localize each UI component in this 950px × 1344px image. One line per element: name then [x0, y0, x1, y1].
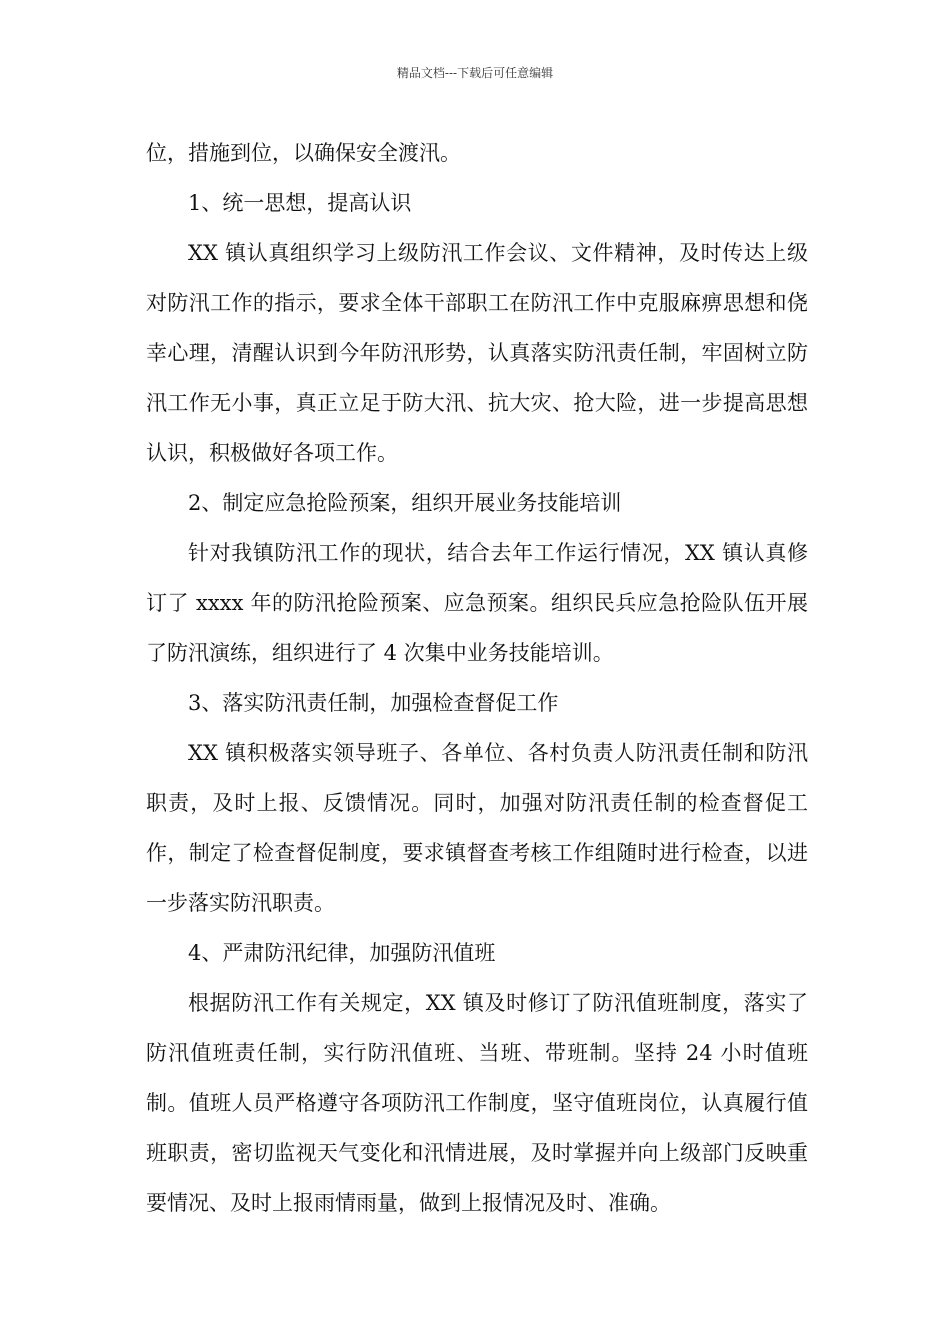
paragraph-2: 针对我镇防汛工作的现状，结合去年工作运行情况，XX 镇认真修订了 xxxx 年的防汛抢险预案、应急预案。组织民兵应急抢险队伍开展了防汛演练，组织进行了 4 次集中业务技能培训。 [146, 541, 808, 665]
page-header: 精品文档---下载后可任意编辑 [396, 66, 554, 80]
paragraph-1: XX 镇认真组织学习上级防汛工作会议、文件精神，及时传达上级对防汛工作的指示，要求全体干部职工在防汛工作中克服麻痹思想和侥幸心理，清醒认识到今年防汛形势，认真落实防汛责任制，牢固树立防汛工作无小事，真正立足于防大汛、抗大灾、抢大险，进一步提高思想认识，积极做好各项工作。 [146, 241, 808, 465]
section-heading-2: 2、制定应急抢险预案，组织开展业务技能培训 [188, 491, 622, 515]
paragraph-3: XX 镇积极落实领导班子、各单位、各村负责人防汛责任制和防汛职责，及时上报、反馈情况。同时，加强对防汛责任制的检查督促工作，制定了检查督促制度，要求镇督查考核工作组随时进行检查，以进一步落实防汛职责。 [146, 741, 808, 915]
paragraph-4: 根据防汛工作有关规定，XX 镇及时修订了防汛值班制度，落实了防汛值班责任制，实行防汛值班、当班、带班制。坚持 24 小时值班制。值班人员严格遵守各项防汛工作制度，坚守值班岗位，认真履行值班职责，密切监视天气变化和汛情进展，及时掌握并向上级部门反映重要情况、及时上报雨情雨量，做到上报情况及时、准确。 [146, 991, 808, 1215]
paragraph-continuation: 位，措施到位，以确保安全渡汛。 [146, 141, 461, 165]
section-heading-1: 1、统一思想，提高认识 [188, 191, 412, 215]
section-heading-4: 4、严肃防汛纪律，加强防汛值班 [188, 941, 496, 965]
section-heading-3: 3、落实防汛责任制，加强检查督促工作 [188, 691, 559, 715]
document-body [146, 128, 808, 1228]
